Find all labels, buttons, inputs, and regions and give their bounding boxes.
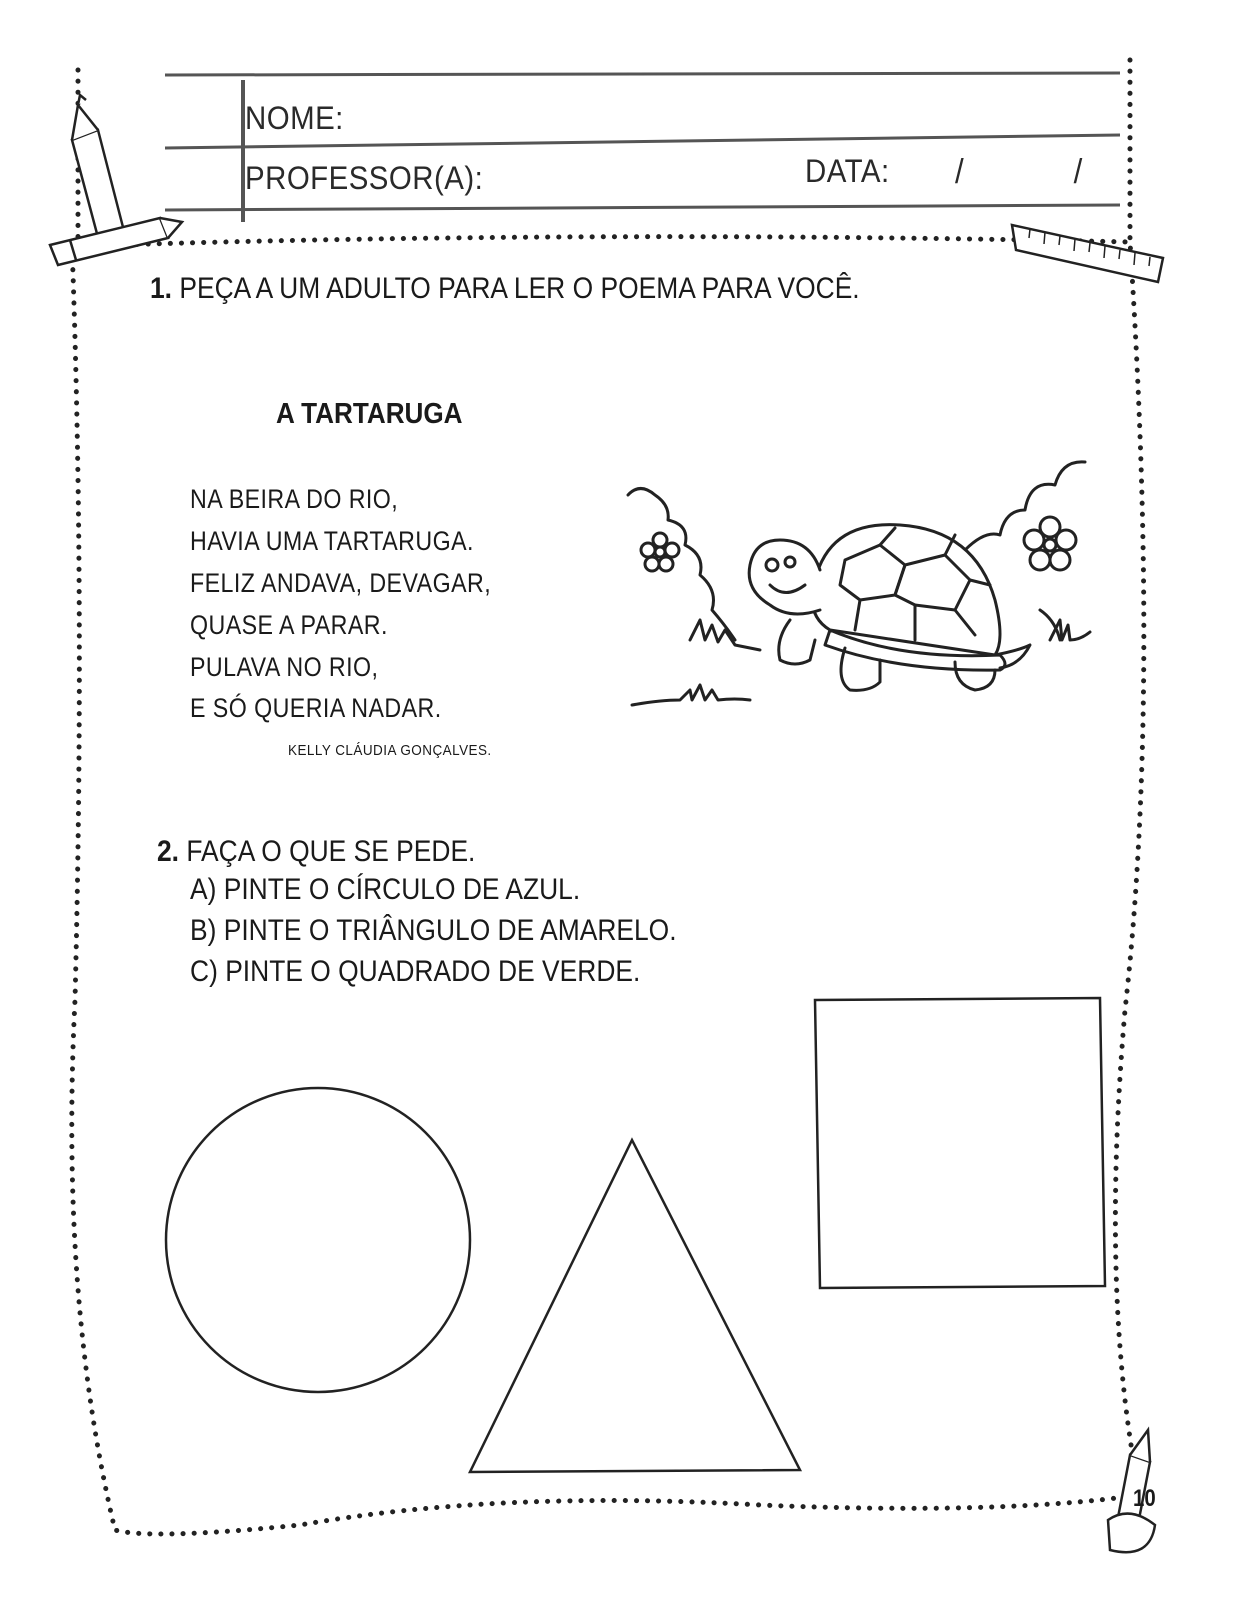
- poem-line: QUASE A PARAR.: [190, 610, 388, 640]
- turtle-illustration: [628, 462, 1090, 705]
- poem-line: E SÓ QUERIA NADAR.: [190, 693, 442, 723]
- question-1-text: PEÇA A UM ADULTO PARA LER O POEMA PARA VOCÊ.: [179, 272, 860, 305]
- poem-line: NA BEIRA DO RIO,: [190, 484, 399, 514]
- instruction-item-c: C) PINTE O QUADRADO DE VERDE.: [190, 955, 641, 988]
- pencil-icon: [72, 95, 125, 245]
- name-label: NOME:: [245, 100, 344, 136]
- question-1-number: 1.: [150, 272, 173, 305]
- poem-line: HAVIA UMA TARTARUGA.: [190, 526, 474, 556]
- circle-shape[interactable]: [166, 1088, 470, 1392]
- flower-icon: [641, 533, 679, 571]
- date-slashes: / /: [955, 153, 1133, 191]
- question-2-text: FAÇA O QUE SE PEDE.: [186, 835, 476, 868]
- page-number: 10: [1133, 1485, 1156, 1512]
- question-1: [150, 272, 860, 306]
- square-shape[interactable]: [815, 998, 1105, 1288]
- poem-line: FELIZ ANDAVA, DEVAGAR,: [190, 568, 492, 598]
- poem-author: KELLY CLÁUDIA GONÇALVES.: [288, 742, 492, 759]
- poem-line: PULAVA NO RIO,: [190, 652, 379, 682]
- question-2-number: 2.: [157, 835, 180, 868]
- instruction-item-b: B) PINTE O TRIÂNGULO DE AMARELO.: [190, 914, 677, 947]
- ruler-icon: [1012, 225, 1163, 282]
- teacher-label: PROFESSOR(A):: [245, 160, 484, 196]
- instruction-item-a: A) PINTE O CÍRCULO DE AZUL.: [190, 873, 581, 906]
- date-label: DATA:: [805, 153, 890, 189]
- header-rules: [165, 73, 1120, 222]
- poem-title: A TARTARUGA: [276, 398, 463, 430]
- flower-icon-2: [1024, 517, 1076, 570]
- question-2: [157, 835, 475, 869]
- triangle-shape[interactable]: [470, 1140, 800, 1472]
